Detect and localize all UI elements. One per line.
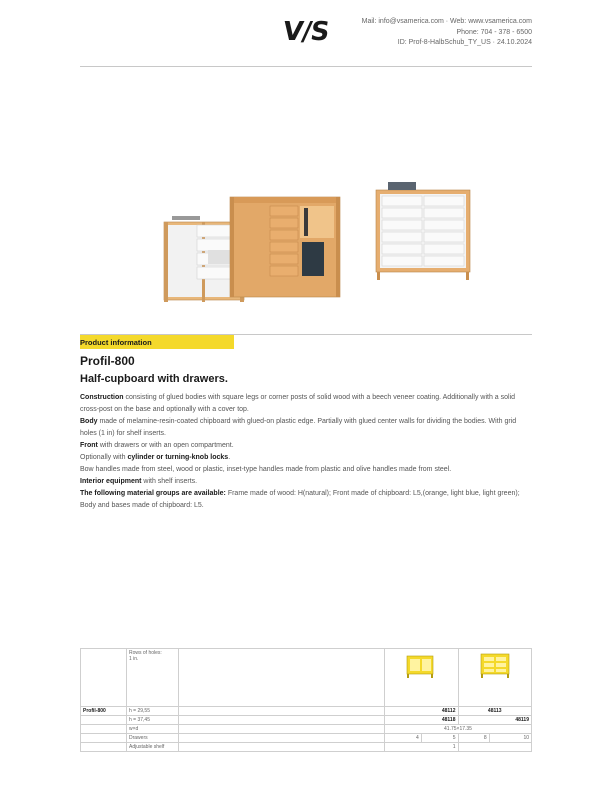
- row-label-drawers: Drawers: [127, 734, 179, 743]
- desc-handles: Bow handles made from steel, wood or plastic, inset-type handles made from plastic and olive handles made from steel.: [80, 466, 452, 473]
- table-row: [81, 743, 532, 752]
- article-48118: 48118: [385, 716, 459, 725]
- product-images: [80, 170, 532, 310]
- thumb-high: [458, 649, 532, 707]
- table-header-row: [81, 649, 532, 707]
- desc-front: Front with drawers or with an open compartment.: [80, 442, 234, 449]
- holes-note: Rows of holes: 1 in.: [127, 649, 179, 707]
- row-label-wd: w×d: [127, 725, 179, 734]
- section-label: Product information: [80, 335, 234, 349]
- contact-line-2: Phone: 704 - 378 - 6500: [456, 28, 532, 36]
- drawers-cell: 5: [421, 734, 458, 743]
- cabinet-thumb-low-image: [404, 650, 438, 680]
- shelf-cell: 1: [385, 743, 459, 752]
- drawers-cell: 8: [458, 734, 489, 743]
- desc-interior: Interior equipment with shelf inserts.: [80, 478, 198, 485]
- desc-body: Body made of melamine-resin-coated chipboard with glued-on plastic edge. Partially with glued center walls for dividing the bodies. With grid holes (1 in) for shelf inserts.: [80, 418, 517, 437]
- thumb-low: [385, 649, 459, 707]
- desc-construction: Construction consisting of glued bodies with square legs or corner posts of solid wood with a beech veneer coating. Additionally with a solid cross-post on the base and optionally with a cover top.: [80, 394, 516, 413]
- page-title: Profil-800: [80, 354, 135, 368]
- cabinet-right-image: [376, 182, 470, 280]
- desc-materials: The following material groups are available: Frame made of wood: H(natural); Front made of chipboard: L5,(orange, light blue, light green); Body and bases made of chipboard: L5.: [80, 490, 520, 509]
- table-row: [81, 707, 532, 716]
- article-48119: 48119: [458, 716, 532, 725]
- drawers-cell: 4: [385, 734, 422, 743]
- page-subtitle: Half-cupboard with drawers.: [80, 373, 228, 385]
- contact-block: [362, 17, 532, 49]
- product-table: [80, 648, 532, 752]
- row-label-h2: h = 37,45: [127, 716, 179, 725]
- row-label-h1: h = 29,55: [127, 707, 179, 716]
- logo: V/S: [280, 17, 331, 47]
- top-divider: [80, 66, 532, 67]
- table-row: [81, 734, 532, 743]
- dimensions-cell: 41.75×17.35: [385, 725, 532, 734]
- description: [80, 392, 532, 512]
- drawers-cell: 10: [489, 734, 531, 743]
- table-row: [81, 725, 532, 734]
- article-48112: 48112: [385, 707, 459, 716]
- contact-line-3: ID: Prof-8-HalbSchub_TY_US · 24.10.2024: [397, 39, 532, 46]
- cabinet-tall-image: [230, 197, 340, 297]
- table-row: [81, 716, 532, 725]
- contact-line-1: Mail: info@vsamerica.com · Web: www.vsamerica.com: [361, 18, 532, 25]
- row-label-shelf: Adjustable shelf: [127, 743, 179, 752]
- product-name-cell: Profil-800: [81, 707, 127, 716]
- article-48113: 48113: [458, 707, 532, 716]
- desc-locks: Optionally with cylinder or turning-knob locks.: [80, 454, 231, 461]
- cabinet-thumb-high-image: [478, 650, 512, 680]
